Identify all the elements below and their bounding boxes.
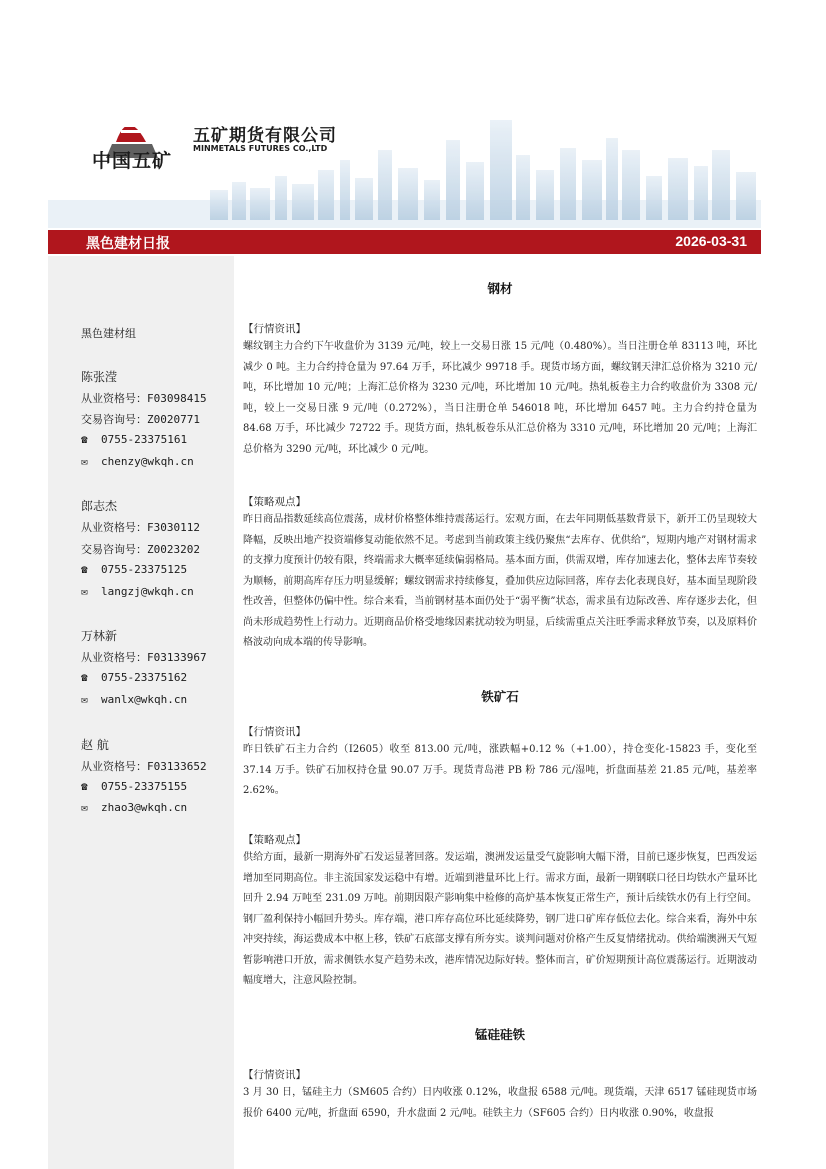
phone-icon: ☎ bbox=[81, 671, 88, 684]
analyst-qualification: 从业资格号：F03133652 bbox=[81, 760, 207, 773]
phone-icon: ☎ bbox=[81, 780, 88, 793]
analyst-email-row bbox=[81, 801, 187, 814]
iron-ore-market-news: 昨日铁矿石主力合约（I2605）收至 813.00 元/吨，涨跌幅+0.12 %（+1.00），持仓变化-15823 手，变化至 37.14 万手。铁矿石加权持仓量 90.07 万手。现货青岛港 PB 粉 786 元/湿吨，折盘面基差 21.85 元/吨，基差率 2.62%。 bbox=[243, 744, 757, 796]
iron-ore-strategy-view: 供给方面，最新一期海外矿石发运显著回落。发运端，澳洲发运量受气旋影响大幅下滑，目前已逐步恢复，巴西发运增加至同期高位。非主流国家发运稳中有增。近端到港量环比上行。需求方面，最新一期钢联口径日均铁水产量环比回升 2.94 万吨至 231.09 万吨。前期因限产影响集中检修的高炉基本恢复正常生产，预计后续铁水仍有上行空间。钢厂盈利保持小幅回升势头。库存端，港口库存高位环比延续降势，钢厂进口矿库存低位去化。综合来看，海外中东冲突持续，海运费成本中枢上移，铁矿石底部支撑有所夯实。谈判问题对价格产生反复情绪扰动。供给端澳洲天气短暂影响港口开放，需求侧铁水复产趋势未改，港库情况边际好转。整体而言，矿价短期预计高位震荡运行。近期波动幅度增大，注意风险控制。 bbox=[243, 852, 757, 986]
report-date: 2026-03-31 bbox=[675, 233, 747, 249]
analyst-phone-row bbox=[81, 563, 187, 576]
analyst-phone: 0755-23375162 bbox=[101, 671, 188, 684]
analyst-qualification: 从业资格号：F03098415 bbox=[81, 392, 207, 405]
analyst-name: 陈张滢 bbox=[81, 370, 118, 384]
analyst-email-row bbox=[81, 455, 194, 468]
company-name-cn: 五矿期货有限公司 bbox=[193, 126, 337, 146]
logo-text: 中国五矿 bbox=[92, 150, 173, 172]
mail-icon: ✉ bbox=[81, 801, 88, 814]
analyst-qualification: 从业资格号：F3030112 bbox=[81, 521, 200, 534]
news-tag: 【行情资讯】 bbox=[243, 323, 306, 335]
analyst-consult-number: 交易咨询号：Z0023202 bbox=[81, 543, 200, 556]
analyst-phone-row bbox=[81, 671, 187, 684]
analyst-email[interactable]: chenzy@wkqh.cn bbox=[101, 455, 194, 468]
analyst-consult-number: 交易咨询号：Z0020771 bbox=[81, 413, 200, 426]
company-name-en: MINMETALS FUTURES CO.,LTD bbox=[193, 144, 328, 153]
mail-icon: ✉ bbox=[81, 455, 88, 468]
analyst-email-row bbox=[81, 693, 187, 706]
analyst-phone: 0755-23375125 bbox=[101, 563, 188, 576]
ferroalloy-market-news: 3 月 30 日，锰硅主力（SM605 合约）日内收涨 0.12%，收盘报 6588 元/吨。现货端，天津 6517 锰硅现货市场报价 6400 元/吨，折盘面 6590，升水盘面 2 元/吨。硅铁主力（SF605 合约）日内收涨 0.90%，收盘报 bbox=[243, 1087, 757, 1119]
phone-icon: ☎ bbox=[81, 433, 88, 446]
team-name: 黑色建材组 bbox=[81, 327, 136, 340]
analyst-email[interactable]: zhao3@wkqh.cn bbox=[101, 801, 188, 814]
analyst-name: 赵 航 bbox=[81, 738, 109, 752]
steel-strategy-view: 昨日商品指数延续高位震荡，成材价格整体维持震荡运行。宏观方面，在去年同期低基数背景下，新开工仍呈现较大降幅，反映出地产投资端修复动能依然不足。考虑到当前政策主线仍聚焦“去库存、优供给”，短期内地产对钢材需求的支撑力度预计仍较有限，终端需求大概率延续偏弱格局。基本面方面，供需双增，库存加速去化，整体去库节奏较为顺畅，前期高库存压力明显缓解；螺纹钢需求持续修复，叠加供应边际回落，库存去化表现良好，基本面呈现阶段性改善，但整体仍偏中性。综合来看，当前钢材基本面仍处于“弱平衡”状态，需求虽有边际改善、库存逐步去化，但尚未形成趋势性上行动力。近期商品价格受地缘因素扰动较为明显，后续需重点关注旺季需求释放节奏，以及原料价格波动向成本端的传导影响。 bbox=[243, 514, 757, 648]
analyst-qualification: 从业资格号：F03133967 bbox=[81, 651, 207, 664]
mail-icon: ✉ bbox=[81, 693, 88, 706]
analyst-phone: 0755-23375161 bbox=[101, 433, 188, 446]
view-tag: 【策略观点】 bbox=[243, 496, 306, 508]
section-title-iron-ore: 铁矿石 bbox=[481, 689, 519, 704]
section-title-steel: 钢材 bbox=[487, 281, 513, 296]
analyst-phone: 0755-23375155 bbox=[101, 780, 188, 793]
analyst-name: 万林新 bbox=[81, 629, 118, 643]
report-title: 黑色建材日报 bbox=[86, 236, 170, 252]
steel-market-news: 螺纹钢主力合约下午收盘价为 3139 元/吨，较上一交易日涨 15 元/吨（0.480%）。当日注册仓单 83113 吨，环比减少 0 吨。主力合约持仓量为 97.64 万手，环比减少 99718 手。现货市场方面，螺纹钢天津汇总价格为 3210 元/吨，环比增加 10 元/吨；上海汇总价格为 3230 元/吨，环比增加 10 元/吨。热轧板卷主力合约收盘价为 3308 元/吨，较上一交易日涨 9 元/吨（0.272%），当日注册仓单 546018 吨，环比增加 6457 吨。主力合约持仓量为 84.68 万手，环比减少 72722 手。现货方面，热轧板卷乐从汇总价格为 3310 元/吨，环比增加 20 元/吨；上海汇总价格为 3290 元/吨，环比减少 0 元/吨。 bbox=[243, 341, 757, 455]
analyst-name: 郎志杰 bbox=[81, 499, 118, 513]
report-title-bar bbox=[48, 230, 761, 254]
report-header bbox=[0, 0, 826, 228]
section-title-ferroalloy: 锰硅硅铁 bbox=[474, 1027, 525, 1042]
news-tag: 【行情资讯】 bbox=[243, 726, 306, 738]
analyst-email-row bbox=[81, 585, 194, 598]
analyst-phone-row bbox=[81, 433, 187, 446]
news-tag: 【行情资讯】 bbox=[243, 1069, 306, 1081]
view-tag: 【策略观点】 bbox=[243, 834, 306, 846]
mail-icon: ✉ bbox=[81, 585, 88, 598]
phone-icon: ☎ bbox=[81, 563, 88, 576]
analyst-phone-row bbox=[81, 780, 187, 793]
analyst-email[interactable]: langzj@wkqh.cn bbox=[101, 585, 194, 598]
analyst-email[interactable]: wanlx@wkqh.cn bbox=[101, 693, 188, 706]
